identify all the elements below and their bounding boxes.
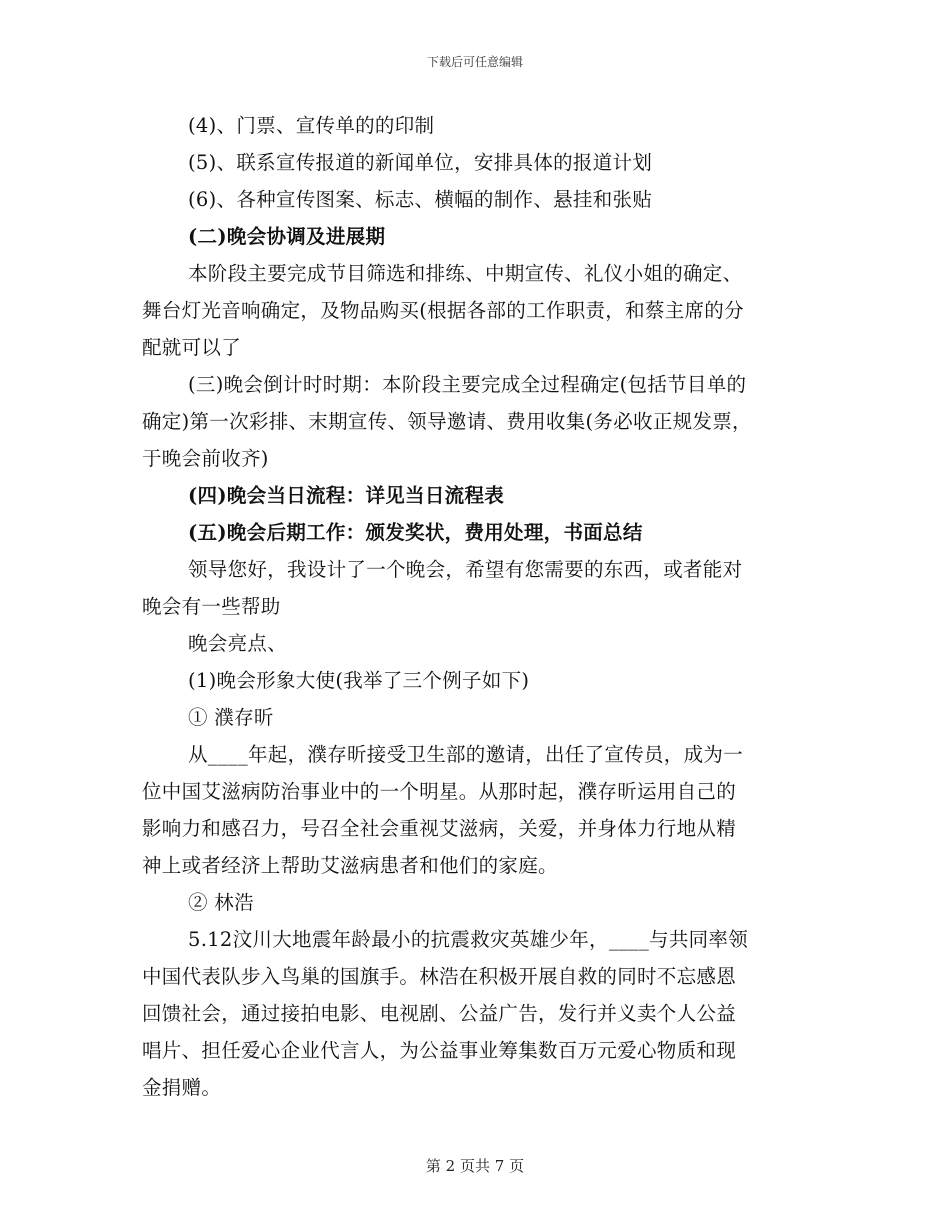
paragraph-line: (三)晚会倒计时时期：本阶段主要完成全过程确定(包括节目单的 xyxy=(188,373,747,396)
list-item-5: (5)、联系宣传报道的新闻单位，安排具体的报道计划 xyxy=(188,151,653,174)
document-body xyxy=(142,107,808,1106)
paragraph-line: 金捐赠。 xyxy=(142,1076,222,1099)
paragraph-line: 于晚会前收齐) xyxy=(142,447,269,470)
section-heading-2: (二)晚会协调及进展期 xyxy=(188,225,386,248)
paragraph-line: 本阶段主要完成节目筛选和排练、中期宣传、礼仪小姐的确定、 xyxy=(188,262,743,285)
paragraph-line: 领导您好，我设计了一个晚会，希望有您需要的东西，或者能对 xyxy=(188,558,743,581)
paragraph-line: 影响力和感召力，号召全社会重视艾滋病，关爱，并身体力行地从精 xyxy=(142,817,737,840)
paragraph-line: 晚会有一些帮助 xyxy=(142,595,281,618)
paragraph-line: 配就可以了 xyxy=(142,336,242,359)
example-heading-1: ① 濮存昕 xyxy=(188,706,274,729)
section-heading-4: (四)晚会当日流程：详见当日流程表 xyxy=(188,484,505,507)
page-footer: 第 2 页共 7 页 xyxy=(425,1157,525,1175)
paragraph-line: 回馈社会，通过接拍电影、电视剧、公益广告，发行并义卖个人公益 xyxy=(142,1002,737,1025)
paragraph-line: 位中国艾滋病防治事业中的一个明星。从那时起，濮存昕运用自己的 xyxy=(142,780,737,803)
list-item-6: (6)、各种宣传图案、标志、横幅的制作、悬挂和张贴 xyxy=(188,188,653,211)
paragraph-line: 5.12汶川大地震年龄最小的抗震救灾英雄少年，____与共同率领 xyxy=(188,928,749,951)
paragraph-line: 中国代表队步入鸟巢的国旗手。林浩在积极开展自救的同时不忘感恩 xyxy=(142,965,737,988)
paragraph-line: 神上或者经济上帮助艾滋病患者和他们的家庭。 xyxy=(142,854,558,877)
paragraph-line: 晚会亮点、 xyxy=(188,632,288,655)
example-heading-2: ② 林浩 xyxy=(188,891,254,914)
page-header: 下载后可任意编辑 xyxy=(426,55,523,69)
paragraph-line: 舞台灯光音响确定，及物品购买(根据各部的工作职责，和蔡主席的分 xyxy=(142,299,744,322)
section-heading-5: (五)晚会后期工作：颁发奖状，费用处理，书面总结 xyxy=(188,521,643,544)
paragraph-line: 确定)第一次彩排、末期宣传、领导邀请、费用收集(务必收正规发票， xyxy=(142,410,752,433)
paragraph-line: 从____年起，濮存昕接受卫生部的邀请，出任了宣传员，成为一 xyxy=(188,743,743,766)
paragraph-line: 唱片、担任爱心企业代言人，为公益事业筹集数百万元爱心物质和现 xyxy=(142,1039,737,1062)
list-item-4: (4)、门票、宣传单的的印制 xyxy=(188,114,435,137)
subsection-heading: (1)晚会形象大使(我举了三个例子如下) xyxy=(188,669,530,692)
